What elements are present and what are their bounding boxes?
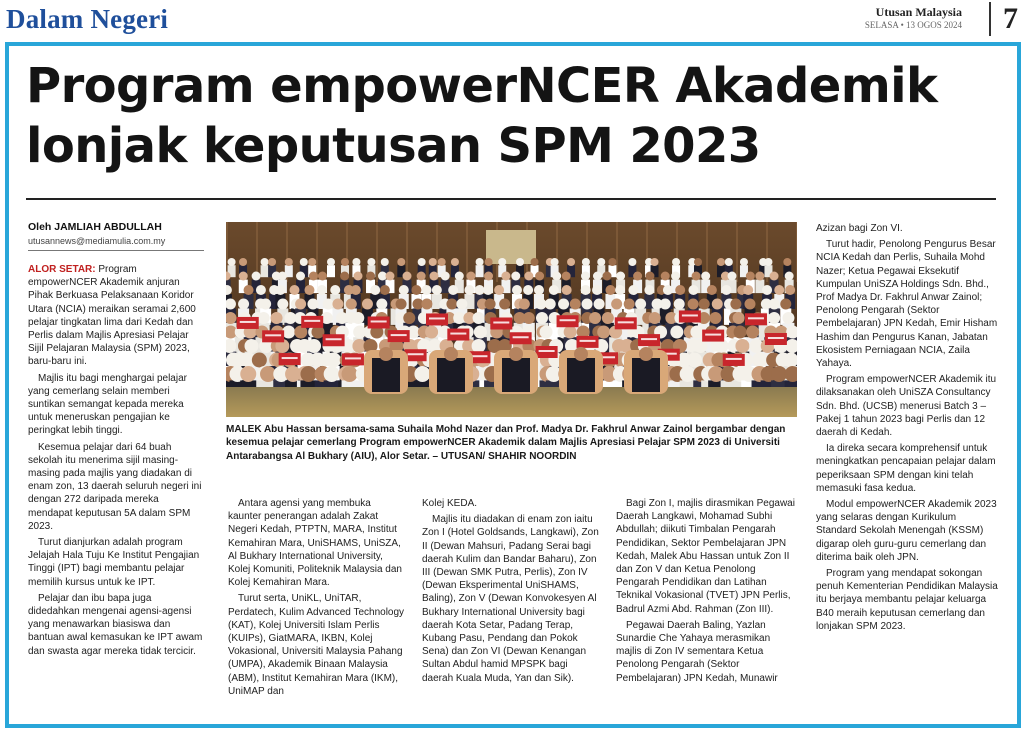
paragraph: Kolej KEDA. <box>422 498 478 509</box>
event-photo <box>226 222 797 417</box>
paper-info <box>865 6 962 31</box>
paper-date: SELASA • 13 OGOS 2024 <box>864 20 962 30</box>
photo-credit: – UTUSAN/ SHAHIR NOORDIN <box>432 450 577 462</box>
paragraph: Modul empowerNCER Akademik 2023 yang selaras dengan Kurikulum Standard Sekolah Menengah (KSSM) digarap oleh guru-guru cemerlang dan diterima baik oleh JPN. <box>816 499 997 563</box>
paragraph: Turut hadir, Penolong Pengurus Besar NCIA Kedah dan Perlis, Suhaila Mohd Nazer; Ketua Pegawai Eksekutif Kumpulan UniSZA Holdings Sdn. Bhd., Prof Madya Dr. Fakhrul Anwar Zainol; Penolong Pengarah (Sektor Pembelajaran) JPN Kedah, Emir Hisham Hashim dan Pengurus Kanan, Jabatan Ekosistem Perniagaan NCIA, Zaila Yahaya. <box>816 239 998 370</box>
paragraph: Kesemua pelajar dari 64 buah sekolah itu menerima sijil masing-masing pada majlis yang diadakan di enam zon, 13 daerah seluruh negeri ini dengan 272 daripada mereka mendapat keputusan 5A dalam SPM 2023. <box>28 441 202 532</box>
caption-text: MALEK Abu Hassan bersama-sama Suhaila Mohd Nazer dan Prof. Madya Dr. Fakhrul Anwar Zainol bergambar dengan kesemua pelajar cemerlang Program empowerNCER Akademik dalam Majlis Apresiasi Pelajar SPM 2023 di Universiti Antarabangsa Al Bukhary (AIU), Alor Setar. <box>226 424 786 462</box>
headline-line-2: lonjak keputusan SPM 2023 <box>26 118 761 174</box>
byline: Oleh JAMLIAH ABDULLAH <box>28 221 162 233</box>
paragraph: Program yang mendapat sokongan penuh Kementerian Pendidikan Malaysia itu berjaya membantu pelajar keluarga B40 meraih keputusan cemerlang dan lonjakan SPM 2023. <box>816 568 998 632</box>
paragraph: Program empowerNCER Akademik itu dilaksanakan oleh UniSZA Consultancy Sdn. Bhd. (UCSB) menerusi Batch 3 – Pakej 1 tahun 2023 bagi Perlis dan 12 daerah di Kedah. <box>816 374 997 439</box>
paragraph: Pegawai Daerah Baling, Yazlan Sunardie Che Yahaya merasmikan majlis di Zon IV sementara Ketua Penolong Pengarah (Sektor Pembelajaran) JPN Kedah, Munawir <box>616 619 778 684</box>
paragraph: Turut serta, UniKL, UniTAR, Perdatech, Kulim Advanced Technology (KAT), Kolej Universiti Islam Perlis (KUIPs), GiatMARA, IKBN, Kolej Vokasional, Universiti Malaysia Pahang (UMPA), Akademik Binaan Malaysia (ABM), Institut Kemahiran Mara (IKM), UniMAP dan <box>228 593 405 697</box>
section-title: Dalam Negeri <box>6 4 169 34</box>
byline-rule <box>28 250 204 251</box>
paragraph: Majlis itu bagi menghargai pelajar yang cemerlang selain memberi suntikan semangat kepada mereka untuk meneruskan pengajian ke peringkat lebih tinggi. <box>28 372 187 437</box>
page-number: 7 <box>989 2 1018 36</box>
photo-caption <box>226 423 796 463</box>
paragraph: Program empowerNCER Akademik anjuran Pihak Berkuasa Pelaksanaan Koridor Utara (NCIA) meraikan seramai 2,600 pelajar tingkatan lima dari Kedah dan Perlis dalam Majlis Apresiasi Pelajar Sijil Pelajaran Malaysia (SPM) 2023, baru-baru ini. <box>28 264 196 368</box>
paragraph: Antara agensi yang membuka kaunter penerangan adalah Zakat Negeri Kedah, PTPTN, MARA, Institut Kemahiran Mara, UniSHAMS, UniSZA, Al Bukhary International University, Kolej Komuniti, Politeknik Malaysia dan Kolej Kemahiran Mara. <box>228 498 402 589</box>
column-1 <box>28 263 204 661</box>
event-photo-image <box>226 222 797 417</box>
dateline: ALOR SETAR: <box>28 264 96 275</box>
lead-paragraph <box>28 263 204 369</box>
paragraph: Pelajar dan ibu bapa juga didedahkan mengenai agensi-agensi yang menawarkan biasiswa dan bantuan awal kemasukan ke IPT awam dan swasta agar mereka tidak tercicir. <box>28 592 203 657</box>
paper-name: Utusan Malaysia <box>875 5 962 19</box>
paragraph: Turut dianjurkan adalah program Jelajah Hala Tuju Ke Institut Pengajian Tinggi (IPT) bagi membantu pelajar memilih kursus untuk ke IPT. <box>28 537 200 588</box>
column-4 <box>616 497 796 688</box>
headline <box>26 56 1006 176</box>
paragraph: Ia direka secara komprehensif untuk meningkatkan pencapaian pelajar dalam peperiksaan SPM dengan kini telah memasuki fasa kedua. <box>816 443 996 494</box>
column-2 <box>228 497 406 701</box>
headline-rule <box>26 198 996 200</box>
masthead <box>0 0 1024 42</box>
byline-email: utusannews@mediamulia.com.my <box>28 236 166 246</box>
paragraph: Bagi Zon I, majlis dirasmikan Pegawai Daerah Langkawi, Mohamad Subhi Abdullah; diikuti Timbalan Pengarah Pendidikan, Sektor Pembelajaran JPN Kedah, Malek Abu Hassan untuk Zon II dan Zon V dan Ketua Penolong Pengarah Pendidikan dan Latihan Teknikal Vokasional (TVET) JPN Perlis, Badrul Azmi Abd. Rahman (Zon III). <box>616 498 795 615</box>
headline-line-1: Program empowerNCER Akademik <box>26 58 938 114</box>
column-5 <box>816 222 998 636</box>
paragraph: Majlis itu diadakan di enam zon iaitu Zon I (Hotel Goldsands, Langkawi), Zon II (Dewan Mahsuri, Padang Serai bagi daerah Kulim dan Bandar Baharu), Zon III (Dewan SMK Putra, Perlis), Zon IV (Dewan Eksperimental UniSHAMS, Baling), Zon V (Dewan Konvokesyen Al Bukhary International University bagi daerah Kota Setar, Padang Terap, Kubang Pasu, Pendang dan Pokok Sena) dan Zon VI (Dewan Kenangan Sultan Abdul hamid MPSPK bagi daerah Kuala Muda, Yan dan Sik). <box>422 514 599 684</box>
column-3 <box>422 497 600 688</box>
paragraph: Azizan bagi Zon VI. <box>816 223 903 234</box>
